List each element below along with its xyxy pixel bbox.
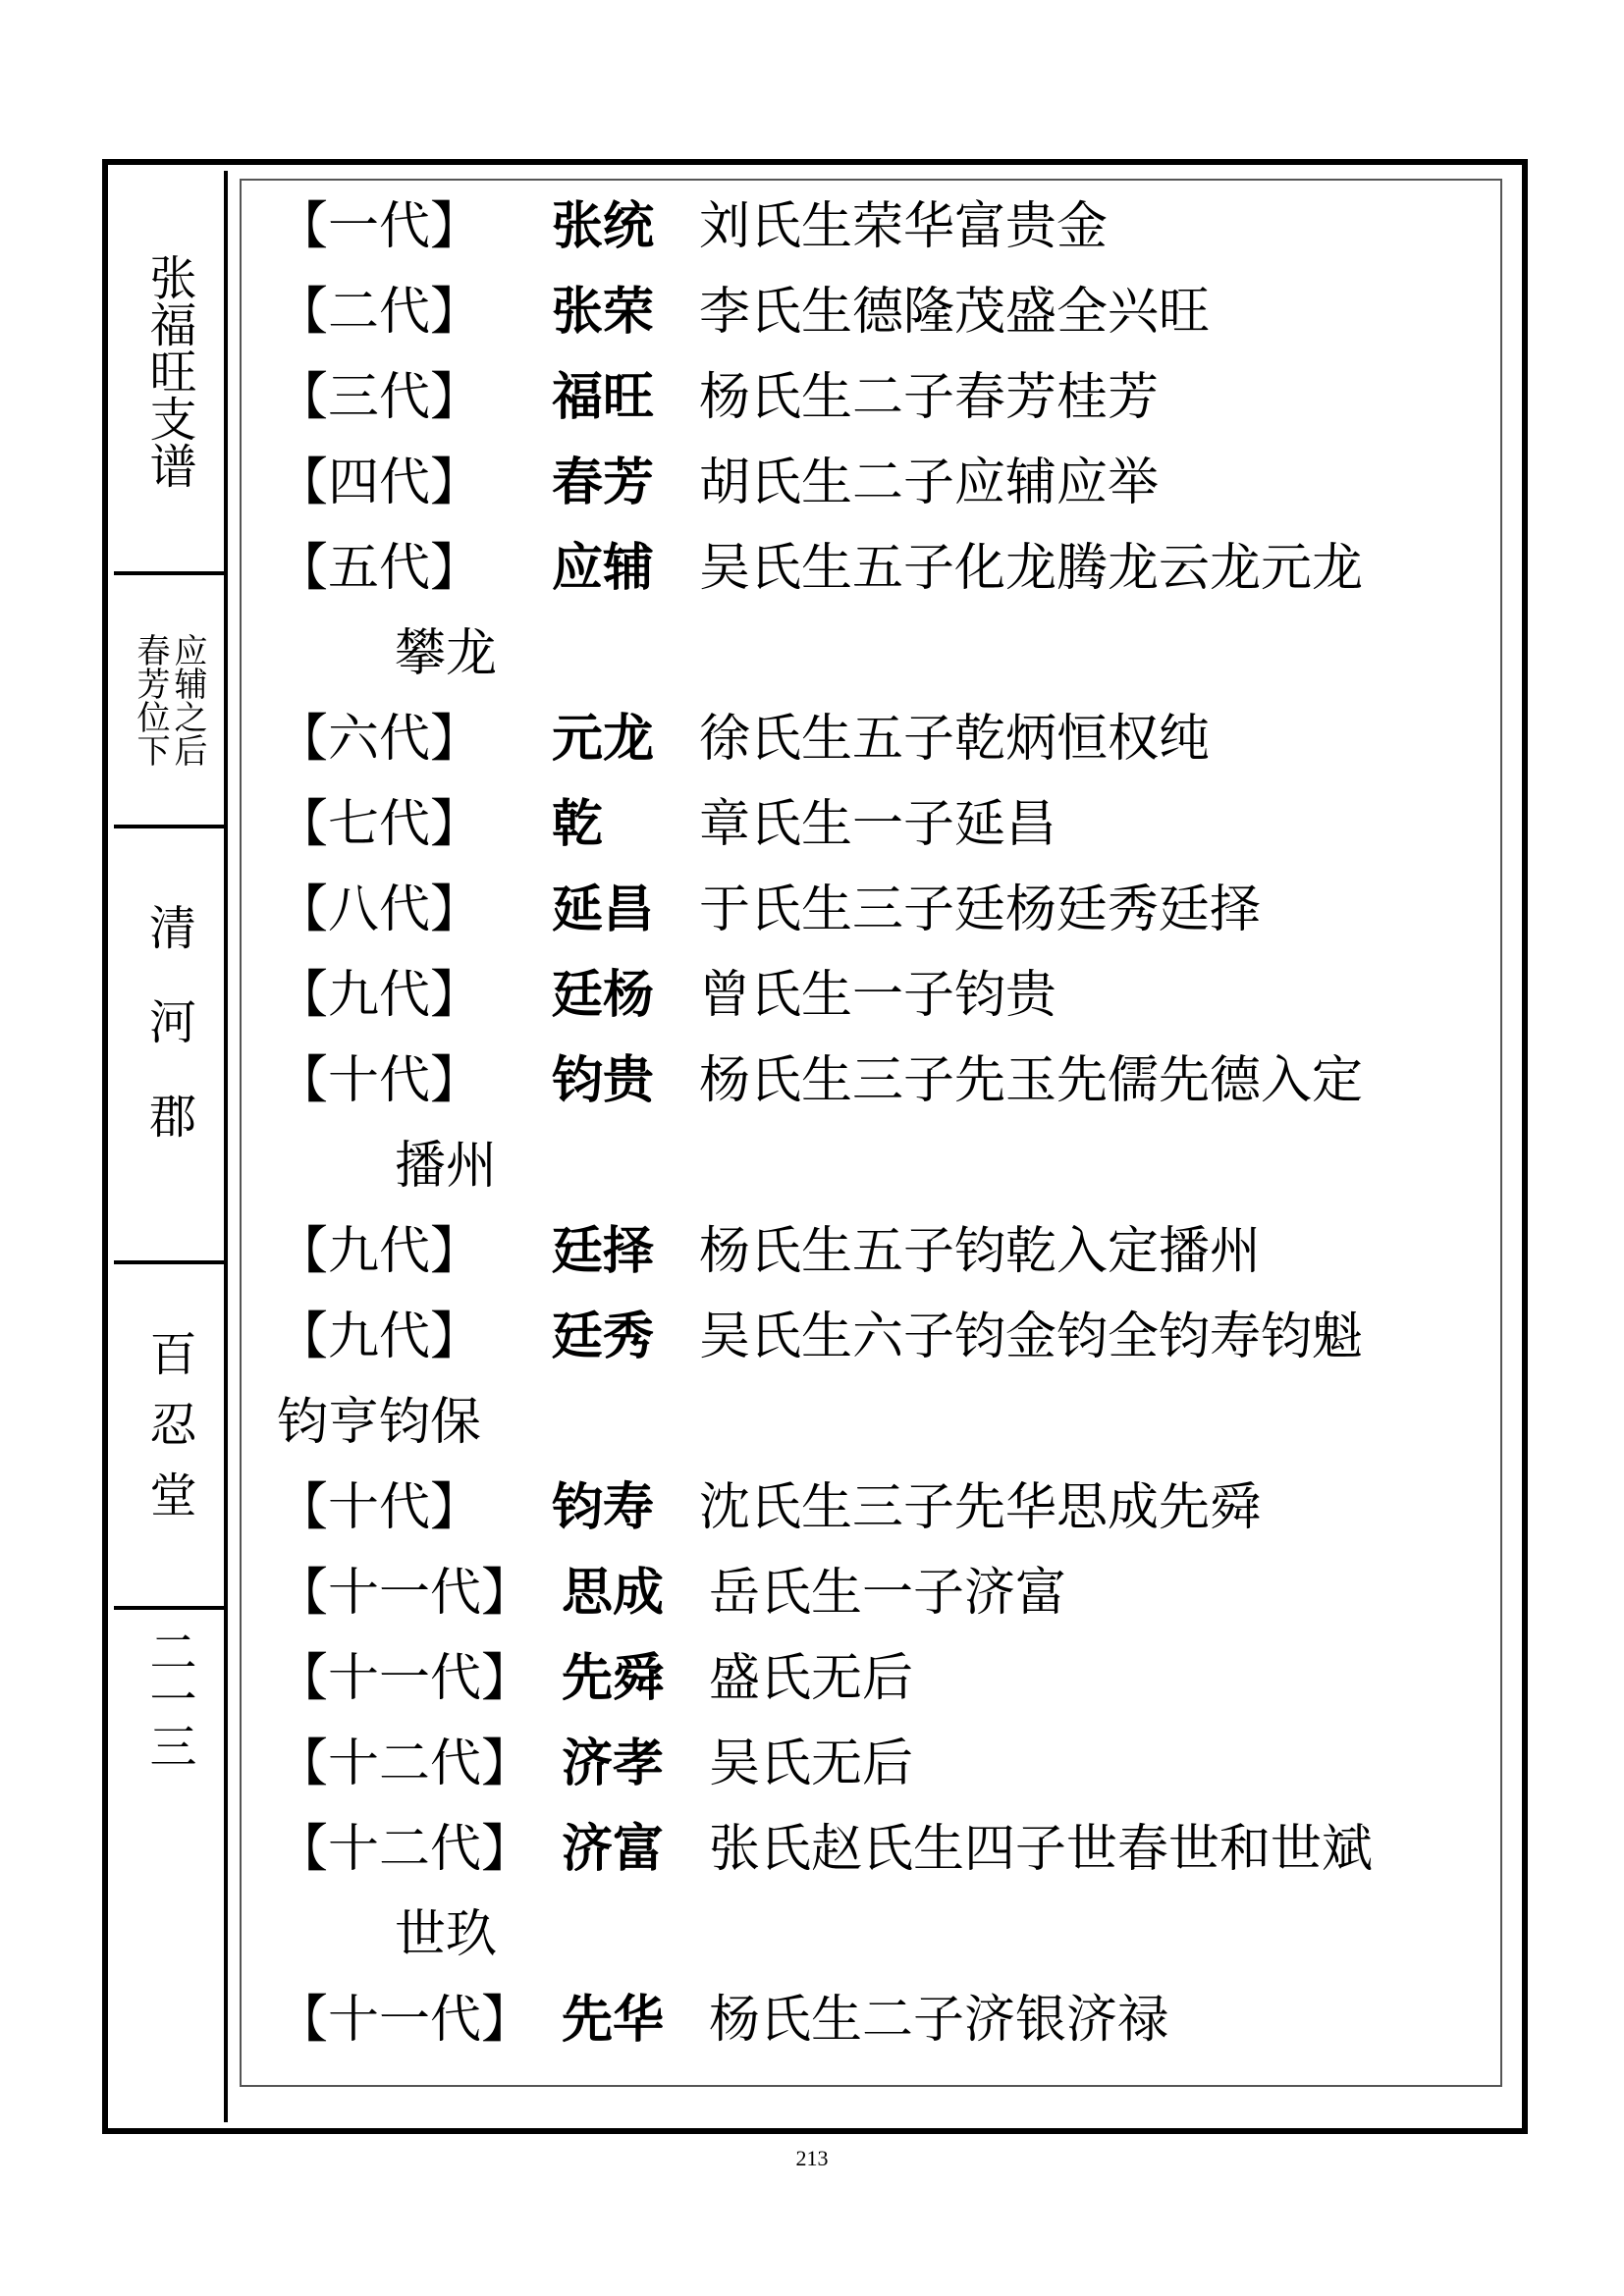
person-name: 乾 [552, 795, 604, 854]
person-name: 钧寿 [552, 1478, 655, 1537]
person-name: 济孝 [562, 1735, 665, 1793]
generation-label: 【十一代】 [277, 1564, 533, 1623]
spouse-children-description: 杨氏生三子先玉先儒先德入定 [699, 1051, 1364, 1110]
description-continuation: 攀龙 [395, 624, 498, 683]
generation-label: 【九代】 [277, 966, 482, 1025]
genealogy-entry [277, 1992, 1504, 2049]
spouse-children-description: 岳氏生一子济富 [709, 1564, 1067, 1623]
generation-label: 【十代】 [277, 1051, 482, 1110]
genealogy-entry [277, 369, 1504, 426]
person-name: 元龙 [552, 710, 655, 769]
person-name: 廷杨 [552, 966, 655, 1025]
description-continuation: 播州 [395, 1137, 498, 1196]
spouse-children-description: 于氏生三子廷杨廷秀廷择 [699, 881, 1262, 939]
person-name: 廷择 [552, 1222, 655, 1281]
genealogy-entry [277, 1650, 1504, 1707]
chinese-page-number: 二一三 [141, 1628, 196, 1769]
page-number: 213 [795, 2146, 829, 2170]
spouse-children-description: 盛氏无后 [709, 1649, 914, 1708]
generation-label: 【十二代】 [277, 1820, 533, 1879]
genealogy-entry [277, 454, 1504, 511]
description-continuation: 钧亨钧保 [277, 1393, 482, 1452]
generation-label: 【一代】 [277, 197, 482, 256]
person-name: 济富 [562, 1820, 665, 1879]
sidebar [114, 171, 228, 2122]
generation-label: 【九代】 [277, 1308, 482, 1366]
spouse-children-description: 胡氏生二子应辅应举 [699, 454, 1160, 512]
genealogy-entry [277, 1308, 1504, 1451]
genealogy-entry [277, 1052, 1504, 1195]
spouse-children-description: 杨氏生二子春芳桂芳 [699, 368, 1160, 427]
genealogy-title: 张福旺支谱 [141, 253, 196, 489]
person-name: 思成 [562, 1564, 665, 1623]
spouse-children-description: 徐氏生五子乾炳恒权纯 [699, 710, 1211, 769]
spouse-children-description: 吴氏生六子钧金钧全钧寿钧魁 [699, 1308, 1364, 1366]
genealogy-entry [277, 1821, 1504, 1963]
generation-label: 【八代】 [277, 881, 482, 939]
spouse-children-description: 吴氏生五子化龙腾龙云龙元龙 [699, 539, 1364, 598]
genealogy-entry [277, 1479, 1504, 1536]
commandery-name: 清河郡 [140, 903, 196, 1186]
generation-label: 【十一代】 [277, 1991, 533, 2050]
person-name: 张荣 [552, 283, 655, 342]
branch-note-right: 春芳位下 [131, 633, 170, 767]
genealogy-entry [277, 1223, 1504, 1280]
person-name: 延昌 [552, 881, 655, 939]
genealogy-entries [277, 198, 1504, 2077]
spouse-children-description: 张氏赵氏生四子世春世和世斌 [709, 1820, 1374, 1879]
person-name: 应辅 [552, 539, 655, 598]
spouse-children-description: 沈氏生三子先华思成先舜 [699, 1478, 1262, 1537]
branch-note-left: 应辅之后 [168, 633, 207, 767]
sidebar-page-cell [114, 1610, 224, 2134]
genealogy-entry [277, 540, 1504, 682]
person-name: 钧贵 [552, 1051, 655, 1110]
divider-line [224, 171, 230, 2122]
sidebar-commandery-cell [114, 828, 224, 1264]
spouse-children-description: 曾氏生一子钧贵 [699, 966, 1057, 1025]
sidebar-hall-cell [114, 1264, 224, 1610]
generation-label: 【十一代】 [277, 1649, 533, 1708]
sidebar-title-cell [114, 171, 224, 575]
generation-label: 【七代】 [277, 795, 482, 854]
person-name: 先华 [562, 1991, 665, 2050]
spouse-children-description: 刘氏生荣华富贵金 [699, 197, 1109, 256]
person-name: 廷秀 [552, 1308, 655, 1366]
genealogy-entry [277, 1735, 1504, 1792]
person-name: 张统 [552, 197, 655, 256]
genealogy-entry [277, 881, 1504, 938]
genealogy-entry [277, 284, 1504, 341]
generation-label: 【十二代】 [277, 1735, 533, 1793]
genealogy-entry [277, 1565, 1504, 1622]
person-name: 春芳 [552, 454, 655, 512]
hall-name: 百忍堂 [141, 1329, 196, 1541]
generation-label: 【十代】 [277, 1478, 482, 1537]
generation-label: 【九代】 [277, 1222, 482, 1281]
spouse-children-description: 杨氏生二子济银济禄 [709, 1991, 1169, 2050]
person-name: 先舜 [562, 1649, 665, 1708]
spouse-children-description: 吴氏无后 [709, 1735, 914, 1793]
genealogy-entry [277, 198, 1504, 255]
description-continuation: 世玖 [395, 1905, 498, 1964]
generation-label: 【三代】 [277, 368, 482, 427]
genealogy-entry [277, 711, 1504, 768]
sidebar-branch-cell [114, 575, 224, 828]
spouse-children-description: 杨氏生五子钧乾入定播州 [699, 1222, 1262, 1281]
generation-label: 【五代】 [277, 539, 482, 598]
generation-label: 【二代】 [277, 283, 482, 342]
generation-label: 【四代】 [277, 454, 482, 512]
spouse-children-description: 章氏生一子延昌 [699, 795, 1057, 854]
person-name: 福旺 [552, 368, 655, 427]
generation-label: 【六代】 [277, 710, 482, 769]
genealogy-entry [277, 796, 1504, 853]
genealogy-entry [277, 967, 1504, 1024]
spouse-children-description: 李氏生德隆茂盛全兴旺 [699, 283, 1211, 342]
